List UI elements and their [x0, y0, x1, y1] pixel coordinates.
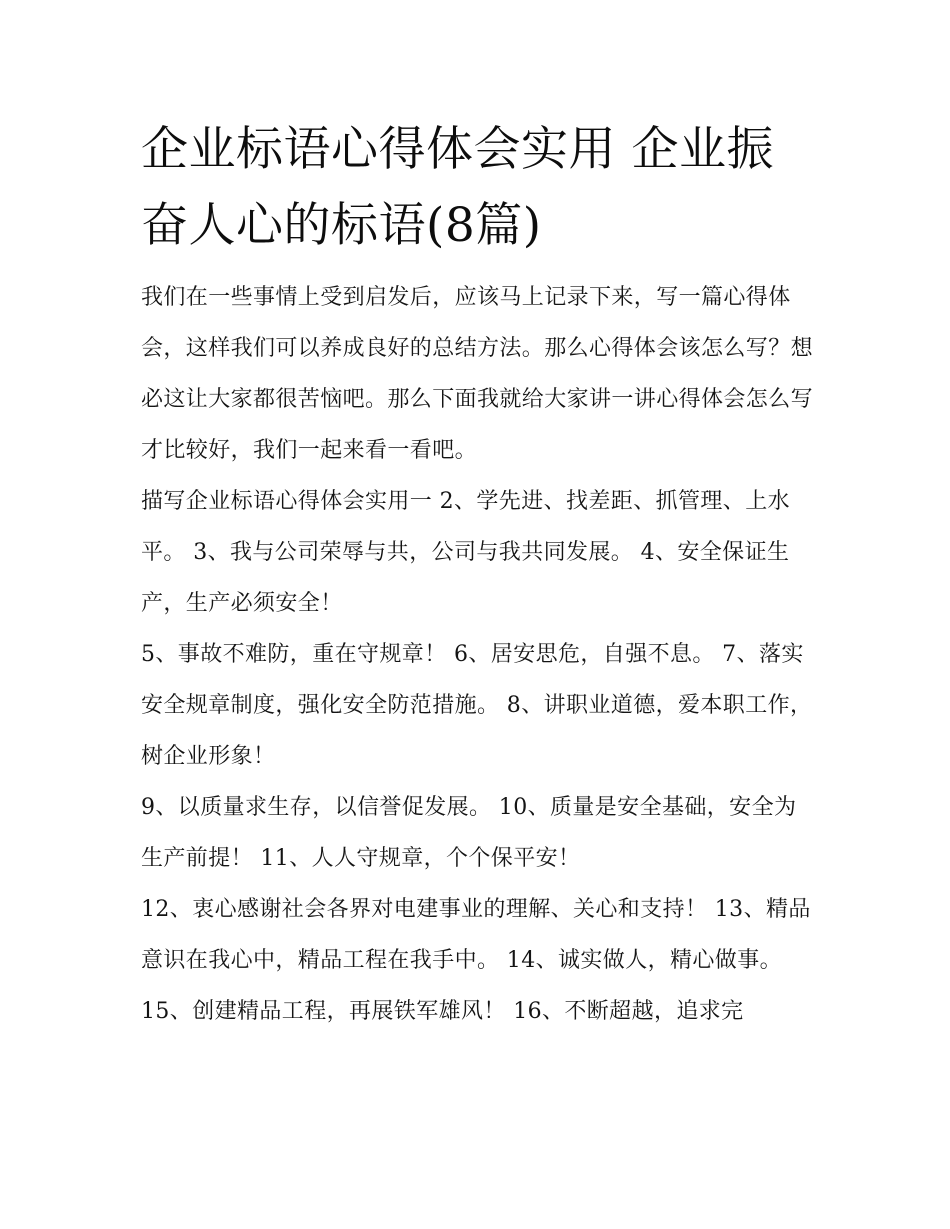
slogan-paragraph-2: 5、事故不难防，重在守规章！ 6、居安思危，自强不息。 7、落实安全规章制度，强化安全防范措施。 8、讲职业道德，爱本职工作，树企业形象！	[141, 642, 813, 769]
slogan-paragraph-3: 9、以质量求生存，以信誉促发展。 10、质量是安全基础，安全为生产前提！ 11、人人守规章，个个保平安！	[141, 795, 797, 871]
slogan-paragraph-5: 15、创建精品工程，再展铁军雄风！ 16、不断超越，追求完	[141, 999, 744, 1024]
document-body	[141, 112, 813, 1037]
slogan-paragraph-1: 描写企业标语心得体会实用一 2、学先进、找差距、抓管理、上水平。 3、我与公司荣辱与共，公司与我共同发展。 4、安全保证生产，生产必须安全！	[141, 489, 790, 616]
intro-paragraph: 我们在一些事情上受到启发后，应该马上记录下来，写一篇心得体会，这样我们可以养成良好的总结方法。那么心得体会该怎么写？想必这让大家都很苦恼吧。那么下面我就给大家讲一讲心得体会怎么写才比较好，我们一起来看一看吧。	[141, 285, 814, 463]
slogan-paragraph-4: 12、衷心感谢社会各界对电建事业的理解、关心和支持！ 13、精品意识在我心中，精品工程在我手中。 14、诚实做人，精心做事。	[141, 897, 811, 973]
document-title: 企业标语心得体会实用 企业振奋人心的标语(8篇)	[141, 122, 774, 253]
